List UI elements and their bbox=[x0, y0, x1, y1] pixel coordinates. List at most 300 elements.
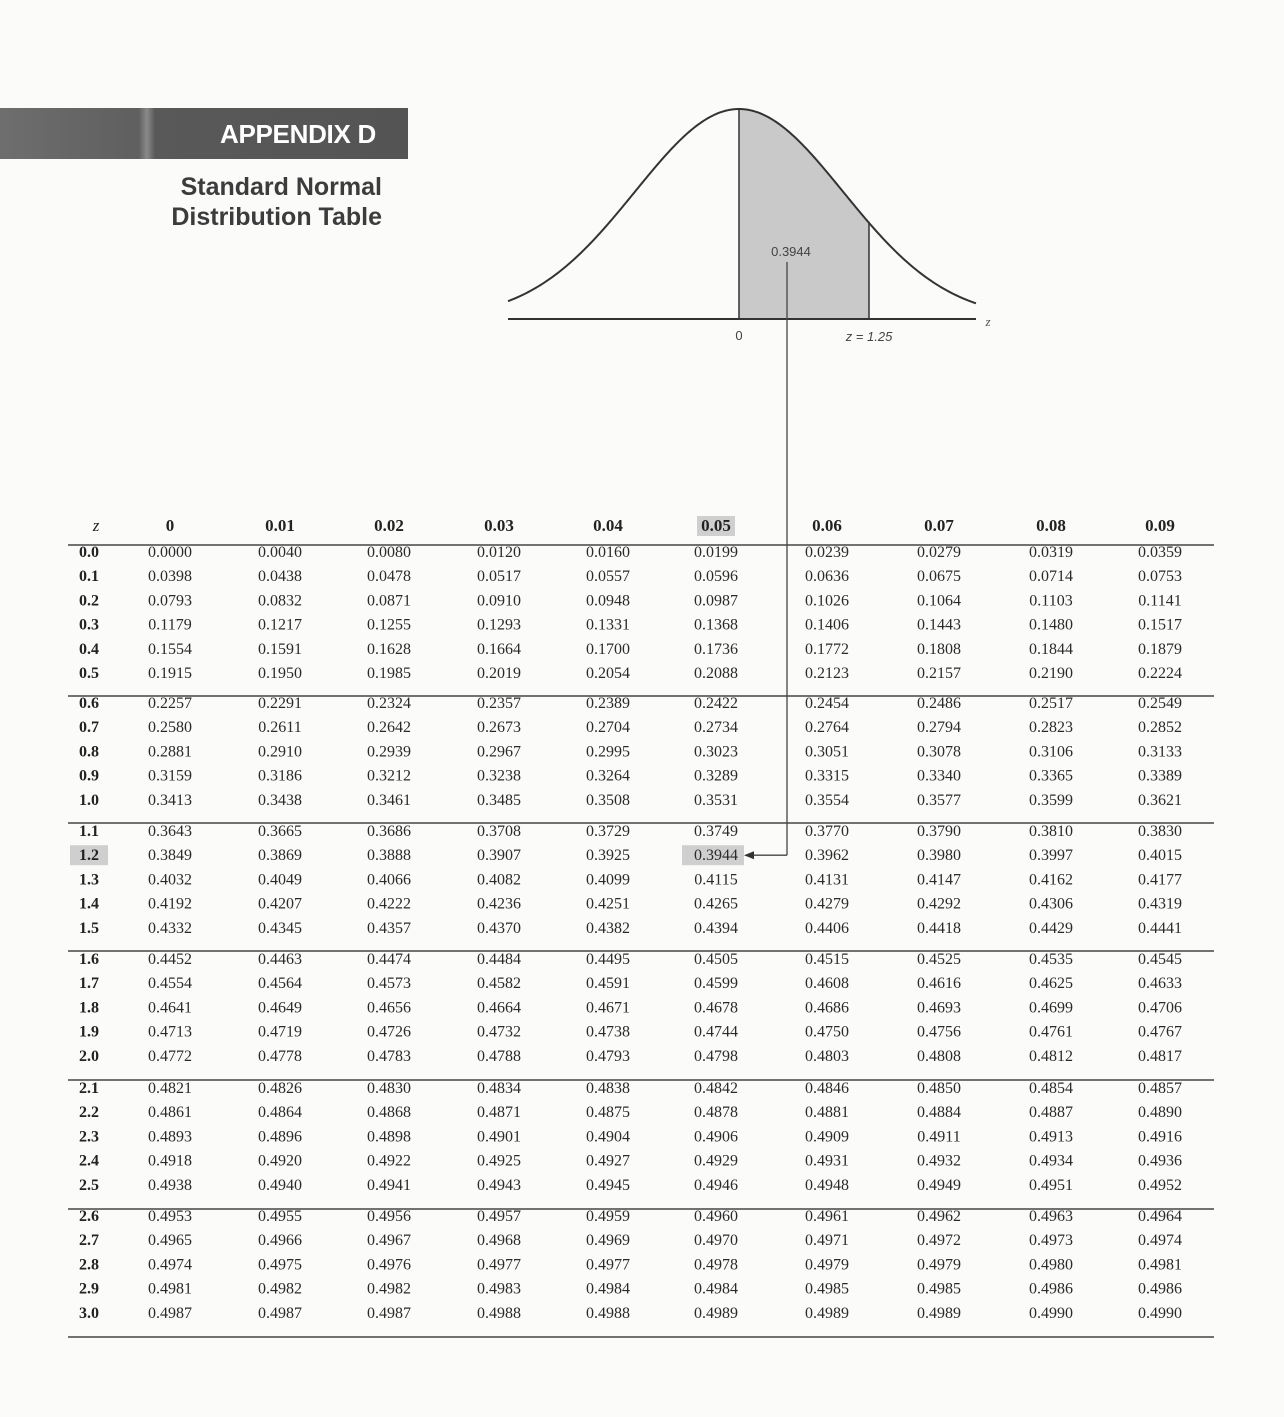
table-cell: 0.4750 bbox=[805, 1023, 849, 1041]
table-cell: 0.3315 bbox=[805, 767, 849, 785]
table-cell: 0.4940 bbox=[258, 1176, 302, 1194]
table-cell: 0.4975 bbox=[258, 1256, 302, 1274]
table-cell: 0.2734 bbox=[694, 719, 738, 737]
table-cell: 0.4989 bbox=[694, 1304, 738, 1322]
table-cell: 0.4927 bbox=[586, 1152, 630, 1170]
table-cell: 0.3264 bbox=[586, 767, 630, 785]
table-cell: 0.4817 bbox=[1138, 1047, 1182, 1065]
table-cell: 0.1736 bbox=[694, 640, 738, 658]
pointer-arrowhead bbox=[744, 851, 754, 859]
table-cell: 0.1915 bbox=[148, 665, 192, 682]
column-header: 0.04 bbox=[593, 516, 623, 535]
table-cell: 0.1217 bbox=[258, 616, 302, 634]
table-cell: 0.1331 bbox=[586, 616, 630, 634]
table-cell: 0.3159 bbox=[148, 767, 192, 785]
table-cell: 0.4525 bbox=[917, 951, 961, 968]
table-cell: 0.1950 bbox=[258, 665, 302, 682]
table-cell: 0.4131 bbox=[805, 871, 849, 889]
row-z-label: 2.2 bbox=[79, 1104, 99, 1122]
z-axis-label: z bbox=[985, 314, 991, 329]
table-cell: 0.4934 bbox=[1029, 1152, 1073, 1170]
table-cell: 0.3810 bbox=[1029, 823, 1073, 840]
table-cell: 0.3944 bbox=[694, 847, 738, 865]
table-cell: 0.1141 bbox=[1138, 592, 1182, 610]
table-cell: 0.4977 bbox=[586, 1256, 630, 1274]
table-cell: 0.4875 bbox=[586, 1104, 630, 1122]
table-cell: 0.4147 bbox=[917, 871, 961, 889]
row-z-label: 1.0 bbox=[79, 791, 99, 809]
table-cell: 0.4115 bbox=[694, 871, 738, 889]
table-cell: 0.1772 bbox=[805, 640, 849, 658]
table-cell: 0.1255 bbox=[367, 616, 411, 634]
table-cell: 0.4850 bbox=[917, 1080, 961, 1097]
table-cell: 0.4049 bbox=[258, 871, 302, 889]
table-cell: 0.2580 bbox=[148, 719, 192, 737]
table-cell: 0.2123 bbox=[805, 665, 849, 682]
table-cell: 0.3729 bbox=[586, 823, 630, 840]
table-cell: 0.4949 bbox=[917, 1176, 961, 1194]
table-cell: 0.4573 bbox=[367, 975, 411, 993]
table-cell: 0.3531 bbox=[694, 791, 738, 809]
table-cell: 0.4925 bbox=[477, 1152, 521, 1170]
table-cell: 0.3621 bbox=[1138, 791, 1182, 809]
table-cell: 0.1179 bbox=[148, 616, 192, 634]
table-cell: 0.0636 bbox=[805, 568, 849, 586]
table-cell: 0.4988 bbox=[477, 1304, 521, 1322]
header-z: z bbox=[92, 516, 100, 535]
table-cell: 0.4564 bbox=[258, 975, 302, 993]
table-cell: 0.4904 bbox=[586, 1128, 630, 1146]
table-cell: 0.4719 bbox=[258, 1023, 302, 1041]
table-cell: 0.4896 bbox=[258, 1128, 302, 1146]
table-cell: 0.3289 bbox=[694, 767, 738, 785]
table-cell: 0.2764 bbox=[805, 719, 849, 737]
table-cell: 0.4916 bbox=[1138, 1128, 1182, 1146]
table-cell: 0.2673 bbox=[477, 719, 521, 737]
table-cell: 0.3577 bbox=[917, 791, 961, 809]
table-cell: 0.4812 bbox=[1029, 1047, 1073, 1065]
row-z-label: 0.1 bbox=[79, 568, 99, 586]
table-cell: 0.3461 bbox=[367, 791, 411, 809]
table-cell: 0.1064 bbox=[917, 592, 961, 610]
table-cell: 0.4920 bbox=[258, 1152, 302, 1170]
table-cell: 0.4898 bbox=[367, 1128, 411, 1146]
table-cell: 0.3686 bbox=[367, 823, 411, 840]
table-cell: 0.4591 bbox=[586, 975, 630, 993]
table-cell: 0.4846 bbox=[805, 1080, 849, 1097]
table-cell: 0.0199 bbox=[694, 544, 738, 561]
table-cell: 0.4955 bbox=[258, 1208, 302, 1225]
table-cell: 0.0753 bbox=[1138, 568, 1182, 586]
table-cell: 0.4177 bbox=[1138, 871, 1182, 889]
table-cell: 0.3888 bbox=[367, 847, 411, 865]
table-cell: 0.1808 bbox=[917, 640, 961, 658]
table-cell: 0.2291 bbox=[258, 695, 302, 712]
table-cell: 0.4066 bbox=[367, 871, 411, 889]
table-cell: 0.2967 bbox=[477, 743, 521, 761]
table-cell: 0.4484 bbox=[477, 951, 521, 968]
column-header: 0.09 bbox=[1145, 516, 1175, 535]
row-z-label: 1.5 bbox=[79, 919, 99, 937]
table-cell: 0.3849 bbox=[148, 847, 192, 865]
table-cell: 0.4948 bbox=[805, 1176, 849, 1194]
table-cell: 0.4515 bbox=[805, 951, 849, 968]
table-cell: 0.3389 bbox=[1138, 767, 1182, 785]
row-z-label: 1.1 bbox=[79, 823, 99, 840]
row-z-label: 2.3 bbox=[79, 1128, 99, 1146]
table-cell: 0.4099 bbox=[586, 871, 630, 889]
table-cell: 0.4345 bbox=[258, 919, 302, 937]
row-z-label: 1.6 bbox=[79, 951, 99, 968]
table-cell: 0.3643 bbox=[148, 823, 192, 840]
table-cell: 0.4932 bbox=[917, 1152, 961, 1170]
table-cell: 0.3770 bbox=[805, 823, 849, 840]
table-cell: 0.4963 bbox=[1029, 1208, 1073, 1225]
table-cell: 0.4738 bbox=[586, 1023, 630, 1041]
table-cell: 0.3340 bbox=[917, 767, 961, 785]
table-cell: 0.3869 bbox=[258, 847, 302, 865]
table-cell: 0.1443 bbox=[917, 616, 961, 634]
row-z-label: 0.8 bbox=[79, 743, 99, 761]
table-cell: 0.4943 bbox=[477, 1176, 521, 1194]
page-title-line-1: Standard Normal bbox=[180, 173, 382, 201]
table-cell: 0.4279 bbox=[805, 895, 849, 913]
table-cell: 0.3365 bbox=[1029, 767, 1073, 785]
table-cell: 0.4931 bbox=[805, 1152, 849, 1170]
table-cell: 0.4821 bbox=[148, 1080, 192, 1097]
table-cell: 0.0040 bbox=[258, 544, 302, 561]
table-cell: 0.3051 bbox=[805, 743, 849, 761]
table-cell: 0.4842 bbox=[694, 1080, 738, 1097]
table-cell: 0.4808 bbox=[917, 1047, 961, 1065]
table-cell: 0.4803 bbox=[805, 1047, 849, 1065]
table-cell: 0.2517 bbox=[1029, 695, 1073, 712]
table-cell: 0.0871 bbox=[367, 592, 411, 610]
table-cell: 0.3413 bbox=[148, 791, 192, 809]
table-cell: 0.4788 bbox=[477, 1047, 521, 1065]
table-cell: 0.4505 bbox=[694, 951, 738, 968]
table-cell: 0.1026 bbox=[805, 592, 849, 610]
table-cell: 0.4980 bbox=[1029, 1256, 1073, 1274]
table-cell: 0.4961 bbox=[805, 1208, 849, 1225]
table-cell: 0.4778 bbox=[258, 1047, 302, 1065]
table-cell: 0.4744 bbox=[694, 1023, 738, 1041]
table-cell: 0.1985 bbox=[367, 665, 411, 682]
table-cell: 0.0987 bbox=[694, 592, 738, 610]
table-cell: 0.0319 bbox=[1029, 544, 1073, 561]
table-cell: 0.0596 bbox=[694, 568, 738, 586]
table-cell: 0.4981 bbox=[148, 1280, 192, 1298]
column-header: 0.08 bbox=[1036, 516, 1066, 535]
table-cell: 0.4960 bbox=[694, 1208, 738, 1225]
origin-label: 0 bbox=[735, 328, 743, 343]
row-z-label: 1.2 bbox=[79, 847, 99, 865]
table-cell: 0.0279 bbox=[917, 544, 961, 561]
table-cell: 0.4938 bbox=[148, 1176, 192, 1194]
row-z-label: 1.8 bbox=[79, 999, 99, 1017]
table-cell: 0.4986 bbox=[1138, 1280, 1182, 1298]
table-cell: 0.2157 bbox=[917, 665, 961, 682]
table-cell: 0.4985 bbox=[917, 1280, 961, 1298]
table-cell: 0.4608 bbox=[805, 975, 849, 993]
table-cell: 0.4265 bbox=[694, 895, 738, 913]
table-cell: 0.3962 bbox=[805, 847, 849, 865]
table-cell: 0.4854 bbox=[1029, 1080, 1073, 1097]
table-cell: 0.2257 bbox=[148, 695, 192, 712]
table-cell: 0.4082 bbox=[477, 871, 521, 889]
table-cell: 0.4979 bbox=[805, 1256, 849, 1274]
table-cell: 0.4032 bbox=[148, 871, 192, 889]
table-cell: 0.4962 bbox=[917, 1208, 961, 1225]
table-cell: 0.4951 bbox=[1029, 1176, 1073, 1194]
table-cell: 0.4798 bbox=[694, 1047, 738, 1065]
appendix-label: APPENDIX D bbox=[220, 119, 376, 149]
table-cell: 0.4834 bbox=[477, 1080, 521, 1097]
table-cell: 0.4979 bbox=[917, 1256, 961, 1274]
table-cell: 0.1554 bbox=[148, 640, 192, 658]
table-cell: 0.4982 bbox=[367, 1280, 411, 1298]
table-cell: 0.4664 bbox=[477, 999, 521, 1017]
table-cell: 0.0239 bbox=[805, 544, 849, 561]
table-cell: 0.4429 bbox=[1029, 919, 1073, 937]
shaded-area-label: 0.3944 bbox=[771, 244, 811, 259]
table-cell: 0.4370 bbox=[477, 919, 521, 937]
row-z-label: 2.5 bbox=[79, 1176, 99, 1194]
row-z-label: 3.0 bbox=[79, 1304, 99, 1322]
table-cell: 0.4941 bbox=[367, 1176, 411, 1194]
table-cell: 0.4332 bbox=[148, 919, 192, 937]
table-cell: 0.2823 bbox=[1029, 719, 1073, 737]
table-cell: 0.4906 bbox=[694, 1128, 738, 1146]
table-cell: 0.4207 bbox=[258, 895, 302, 913]
table-cell: 0.0557 bbox=[586, 568, 630, 586]
table-cell: 0.4767 bbox=[1138, 1023, 1182, 1041]
table-cell: 0.4881 bbox=[805, 1104, 849, 1122]
table-cell: 0.4756 bbox=[917, 1023, 961, 1041]
table-cell: 0.4973 bbox=[1029, 1232, 1073, 1250]
table-cell: 0.4713 bbox=[148, 1023, 192, 1041]
table-cell: 0.0120 bbox=[477, 544, 521, 561]
table-cell: 0.4838 bbox=[586, 1080, 630, 1097]
table-cell: 0.4945 bbox=[586, 1176, 630, 1194]
table-cell: 0.4357 bbox=[367, 919, 411, 937]
table-cell: 0.4986 bbox=[1029, 1280, 1073, 1298]
table-cell: 0.2611 bbox=[258, 719, 302, 737]
table-cell: 0.4990 bbox=[1029, 1304, 1073, 1322]
row-z-label: 0.7 bbox=[79, 719, 99, 737]
table-cell: 0.4957 bbox=[477, 1208, 521, 1225]
row-z-label: 2.8 bbox=[79, 1256, 99, 1274]
table-cell: 0.4965 bbox=[148, 1232, 192, 1250]
table-cell: 0.4977 bbox=[477, 1256, 521, 1274]
table-cell: 0.1517 bbox=[1138, 616, 1182, 634]
table-cell: 0.3599 bbox=[1029, 791, 1073, 809]
z-value-label: z = 1.25 bbox=[845, 329, 893, 344]
table-cell: 0.4686 bbox=[805, 999, 849, 1017]
table-cell: 0.2794 bbox=[917, 719, 961, 737]
table-cell: 0.4884 bbox=[917, 1104, 961, 1122]
table-cell: 0.4929 bbox=[694, 1152, 738, 1170]
table-cell: 0.4292 bbox=[917, 895, 961, 913]
table-cell: 0.3485 bbox=[477, 791, 521, 809]
table-cell: 0.4987 bbox=[148, 1304, 192, 1322]
row-z-label: 2.9 bbox=[79, 1280, 99, 1298]
table-cell: 0.4656 bbox=[367, 999, 411, 1017]
page-title-line-2: Distribution Table bbox=[171, 203, 382, 231]
table-cell: 0.4989 bbox=[917, 1304, 961, 1322]
table-cell: 0.4545 bbox=[1138, 951, 1182, 968]
table-cell: 0.4953 bbox=[148, 1208, 192, 1225]
table-cell: 0.4971 bbox=[805, 1232, 849, 1250]
table-cell: 0.3708 bbox=[477, 823, 521, 840]
table-cell: 0.3186 bbox=[258, 767, 302, 785]
table-cell: 0.4015 bbox=[1138, 847, 1182, 865]
row-z-label: 1.9 bbox=[79, 1023, 99, 1041]
table-cell: 0.4633 bbox=[1138, 975, 1182, 993]
table-cell: 0.4793 bbox=[586, 1047, 630, 1065]
table-cell: 0.1664 bbox=[477, 640, 521, 658]
table-cell: 0.4649 bbox=[258, 999, 302, 1017]
table-cell: 0.1103 bbox=[1029, 592, 1073, 610]
table-cell: 0.4554 bbox=[148, 975, 192, 993]
table-cell: 0.0714 bbox=[1029, 568, 1073, 586]
table-cell: 0.2881 bbox=[148, 743, 192, 761]
table-cell: 0.0517 bbox=[477, 568, 521, 586]
row-z-label: 0.0 bbox=[79, 544, 99, 561]
table-cell: 0.0438 bbox=[258, 568, 302, 586]
table-cell: 0.1591 bbox=[258, 640, 302, 658]
table-cell: 0.4982 bbox=[258, 1280, 302, 1298]
table-cell: 0.4913 bbox=[1029, 1128, 1073, 1146]
table-cell: 0.4671 bbox=[586, 999, 630, 1017]
table-cell: 0.0478 bbox=[367, 568, 411, 586]
table-cell: 0.3133 bbox=[1138, 743, 1182, 761]
table-cell: 0.4936 bbox=[1138, 1152, 1182, 1170]
table-cell: 0.1293 bbox=[477, 616, 521, 634]
table-cell: 0.2357 bbox=[477, 695, 521, 712]
table-cell: 0.4678 bbox=[694, 999, 738, 1017]
table-cell: 0.2642 bbox=[367, 719, 411, 737]
table-cell: 0.1844 bbox=[1029, 640, 1073, 658]
table-cell: 0.3925 bbox=[586, 847, 630, 865]
table-cell: 0.4987 bbox=[367, 1304, 411, 1322]
table-cell: 0.4946 bbox=[694, 1176, 738, 1194]
table-cell: 0.2704 bbox=[586, 719, 630, 737]
table-cell: 0.4394 bbox=[694, 919, 738, 937]
table-cell: 0.0793 bbox=[148, 592, 192, 610]
table-cell: 0.0160 bbox=[586, 544, 630, 561]
table-cell: 0.2910 bbox=[258, 743, 302, 761]
table-cell: 0.0359 bbox=[1138, 544, 1182, 561]
table-cell: 0.4452 bbox=[148, 951, 192, 968]
table-cell: 0.0000 bbox=[148, 544, 192, 561]
table-cell: 0.4306 bbox=[1029, 895, 1073, 913]
table-cell: 0.4974 bbox=[1138, 1232, 1182, 1250]
row-z-label: 0.9 bbox=[79, 767, 99, 785]
table-cell: 0.0948 bbox=[586, 592, 630, 610]
row-z-label: 2.4 bbox=[79, 1152, 99, 1170]
table-cell: 0.3749 bbox=[694, 823, 738, 840]
table-cell: 0.2389 bbox=[586, 695, 630, 712]
table-cell: 0.4857 bbox=[1138, 1080, 1182, 1097]
row-z-label: 1.4 bbox=[79, 895, 99, 913]
table-cell: 0.3665 bbox=[258, 823, 302, 840]
table-cell: 0.3438 bbox=[258, 791, 302, 809]
table-cell: 0.4732 bbox=[477, 1023, 521, 1041]
table-cell: 0.4474 bbox=[367, 951, 411, 968]
table-cell: 0.4887 bbox=[1029, 1104, 1073, 1122]
table-cell: 0.3554 bbox=[805, 791, 849, 809]
table-cell: 0.4989 bbox=[805, 1304, 849, 1322]
table-cell: 0.4911 bbox=[917, 1128, 961, 1146]
table-cell: 0.4222 bbox=[367, 895, 411, 913]
table-cell: 0.2486 bbox=[917, 695, 961, 712]
row-z-label: 0.3 bbox=[79, 616, 99, 634]
row-z-label: 0.2 bbox=[79, 592, 99, 610]
table-cell: 0.4890 bbox=[1138, 1104, 1182, 1122]
column-header: 0.06 bbox=[812, 516, 842, 535]
table-cell: 0.4893 bbox=[148, 1128, 192, 1146]
row-z-label: 0.6 bbox=[79, 695, 99, 712]
table-cell: 0.1480 bbox=[1029, 616, 1073, 634]
table-cell: 0.4251 bbox=[586, 895, 630, 913]
table-cell: 0.2054 bbox=[586, 665, 630, 682]
table-cell: 0.4535 bbox=[1029, 951, 1073, 968]
table-cell: 0.4983 bbox=[477, 1280, 521, 1298]
table-cell: 0.3238 bbox=[477, 767, 521, 785]
table-cell: 0.0675 bbox=[917, 568, 961, 586]
table-cell: 0.4441 bbox=[1138, 919, 1182, 937]
table-cell: 0.3212 bbox=[367, 767, 411, 785]
table-cell: 0.4988 bbox=[586, 1304, 630, 1322]
table-cell: 0.4418 bbox=[917, 919, 961, 937]
table-cell: 0.4901 bbox=[477, 1128, 521, 1146]
table-cell: 0.4972 bbox=[917, 1232, 961, 1250]
table-cell: 0.4783 bbox=[367, 1047, 411, 1065]
table-cell: 0.4969 bbox=[586, 1232, 630, 1250]
table-cell: 0.4706 bbox=[1138, 999, 1182, 1017]
column-header: 0.03 bbox=[484, 516, 514, 535]
table-cell: 0.4861 bbox=[148, 1104, 192, 1122]
table-cell: 0.4967 bbox=[367, 1232, 411, 1250]
table-cell: 0.4864 bbox=[258, 1104, 302, 1122]
table-cell: 0.4319 bbox=[1138, 895, 1182, 913]
row-z-label: 2.7 bbox=[79, 1232, 99, 1250]
table-cell: 0.0398 bbox=[148, 568, 192, 586]
table-cell: 0.4964 bbox=[1138, 1208, 1182, 1225]
table-cell: 0.4826 bbox=[258, 1080, 302, 1097]
table-cell: 0.4976 bbox=[367, 1256, 411, 1274]
table-cell: 0.4984 bbox=[694, 1280, 738, 1298]
table-cell: 0.0910 bbox=[477, 592, 521, 610]
table-cell: 0.4909 bbox=[805, 1128, 849, 1146]
table-cell: 0.4495 bbox=[586, 951, 630, 968]
table-cell: 0.2190 bbox=[1029, 665, 1073, 682]
table-cell: 0.4959 bbox=[586, 1208, 630, 1225]
table-cell: 0.4956 bbox=[367, 1208, 411, 1225]
table-cell: 0.4582 bbox=[477, 975, 521, 993]
row-z-label: 2.1 bbox=[79, 1080, 99, 1097]
table-cell: 0.3106 bbox=[1029, 743, 1073, 761]
table-cell: 0.4974 bbox=[148, 1256, 192, 1274]
table-cell: 0.2939 bbox=[367, 743, 411, 761]
table-cell: 0.2549 bbox=[1138, 695, 1182, 712]
table-cell: 0.4985 bbox=[805, 1280, 849, 1298]
table-cell: 0.1628 bbox=[367, 640, 411, 658]
table-cell: 0.2995 bbox=[586, 743, 630, 761]
table-cell: 0.2088 bbox=[694, 665, 738, 682]
table-cell: 0.3830 bbox=[1138, 823, 1182, 840]
